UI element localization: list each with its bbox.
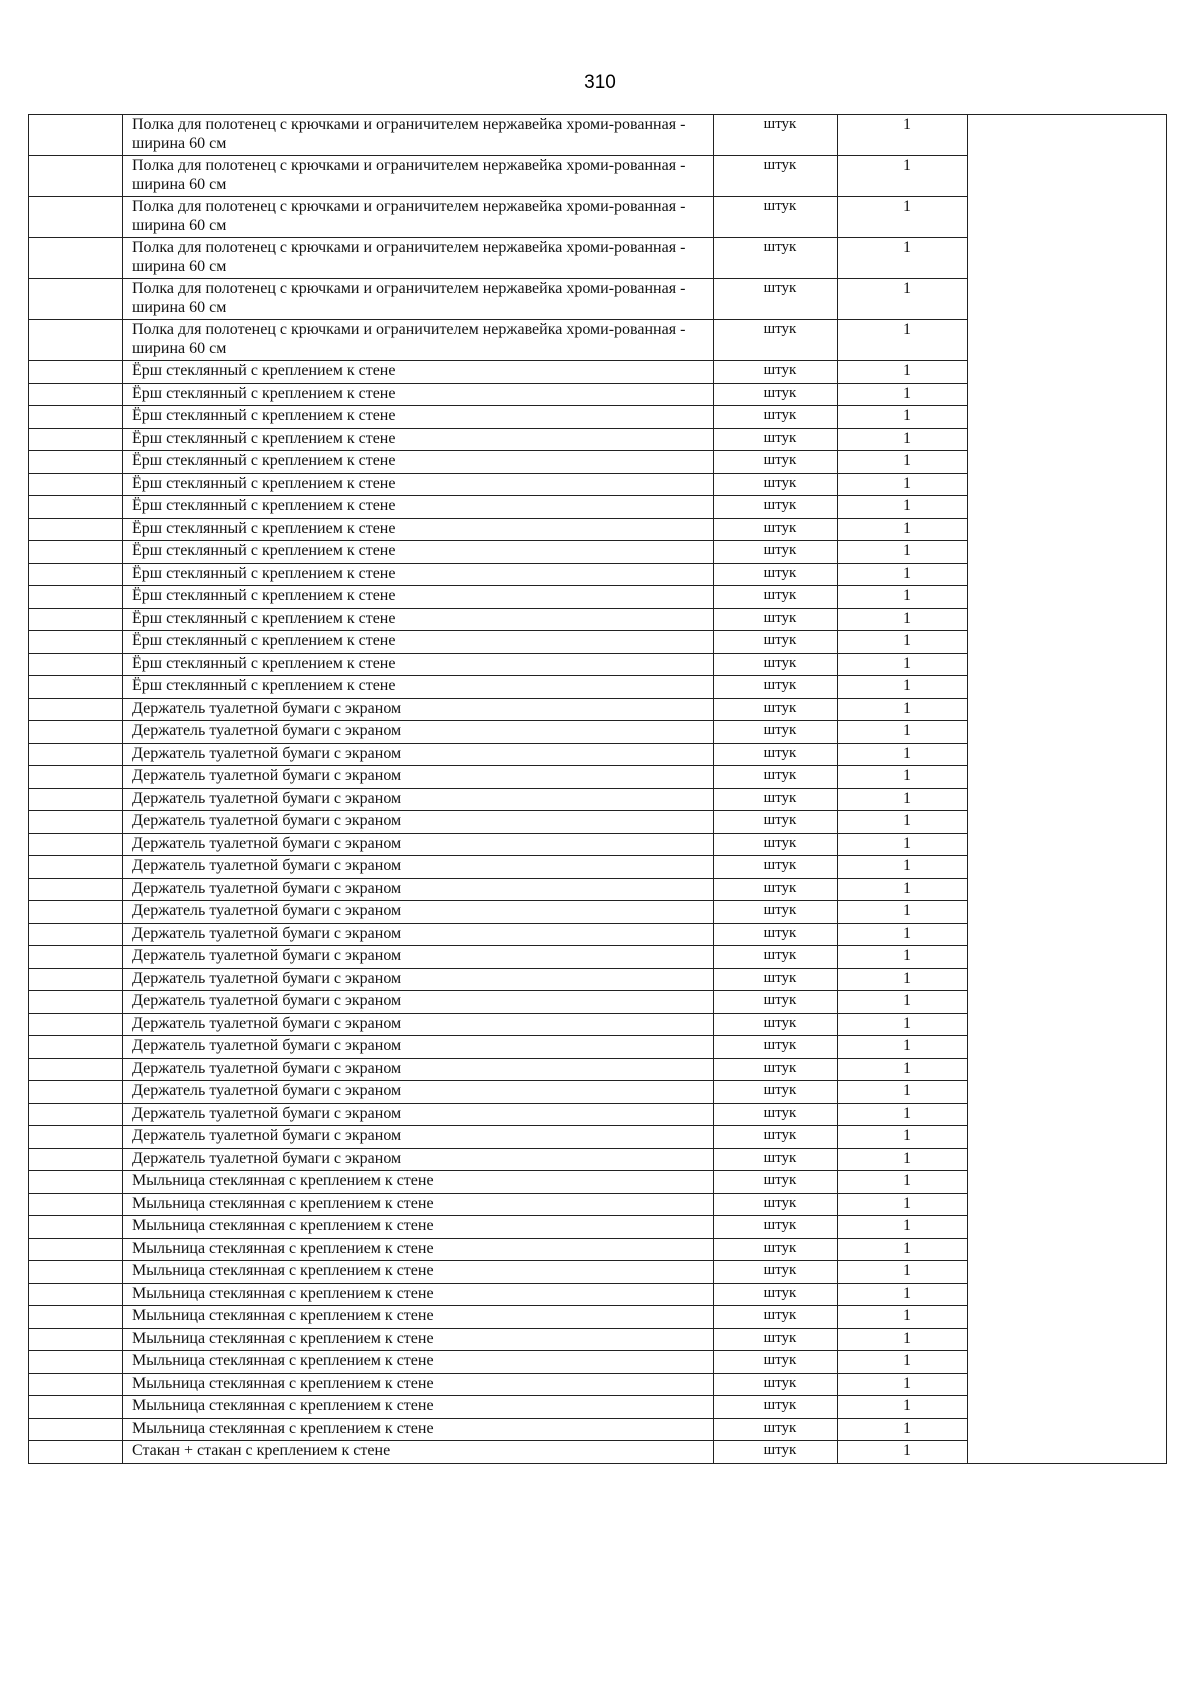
item-name-cell: Ёрш стеклянный с креплением к стене: [123, 518, 714, 541]
row-number-cell: [29, 743, 123, 766]
unit-cell: штук: [714, 197, 838, 238]
unit-cell: штук: [714, 496, 838, 519]
quantity-cell: 1: [838, 631, 968, 654]
row-number-cell: [29, 1126, 123, 1149]
quantity-cell: 1: [838, 1261, 968, 1284]
item-name-cell: Ёрш стеклянный с креплением к стене: [123, 631, 714, 654]
quantity-cell: 1: [838, 406, 968, 429]
row-number-cell: [29, 586, 123, 609]
row-number-cell: [29, 1418, 123, 1441]
quantity-cell: 1: [838, 1126, 968, 1149]
unit-cell: штук: [714, 1171, 838, 1194]
item-name-cell: Держатель туалетной бумаги с экраном: [123, 901, 714, 924]
item-name-cell: Ёрш стеклянный с креплением к стене: [123, 428, 714, 451]
unit-cell: штук: [714, 279, 838, 320]
quantity-cell: 1: [838, 721, 968, 744]
item-name-cell: Мыльница стеклянная с креплением к стене: [123, 1216, 714, 1239]
item-name-cell: Полка для полотенец с крючками и ограничителем нержавейка хроми-рованная - ширина 60 см: [123, 197, 714, 238]
row-number-cell: [29, 451, 123, 474]
quantity-cell: 1: [838, 451, 968, 474]
quantity-cell: 1: [838, 361, 968, 384]
row-number-cell: [29, 238, 123, 279]
unit-cell: штук: [714, 1081, 838, 1104]
item-name-cell: Мыльница стеклянная с креплением к стене: [123, 1261, 714, 1284]
item-name-cell: Ёрш стеклянный с креплением к стене: [123, 563, 714, 586]
row-number-cell: [29, 1351, 123, 1374]
row-number-cell: [29, 1396, 123, 1419]
row-number-cell: [29, 428, 123, 451]
quantity-cell: 1: [838, 608, 968, 631]
row-number-cell: [29, 811, 123, 834]
unit-cell: штук: [714, 115, 838, 156]
row-number-cell: [29, 1238, 123, 1261]
unit-cell: штук: [714, 1036, 838, 1059]
quantity-cell: 1: [838, 833, 968, 856]
page-number: 310: [584, 72, 616, 93]
row-number-cell: [29, 878, 123, 901]
quantity-cell: 1: [838, 473, 968, 496]
quantity-cell: 1: [838, 878, 968, 901]
row-number-cell: [29, 1036, 123, 1059]
unit-cell: штук: [714, 1328, 838, 1351]
unit-cell: штук: [714, 608, 838, 631]
row-number-cell: [29, 1441, 123, 1464]
unit-cell: штук: [714, 156, 838, 197]
quantity-cell: 1: [838, 1103, 968, 1126]
quantity-cell: 1: [838, 1396, 968, 1419]
item-name-cell: Мыльница стеклянная с креплением к стене: [123, 1306, 714, 1329]
quantity-cell: 1: [838, 766, 968, 789]
unit-cell: штук: [714, 946, 838, 969]
item-name-cell: Держатель туалетной бумаги с экраном: [123, 1103, 714, 1126]
row-number-cell: [29, 115, 123, 156]
unit-cell: штук: [714, 383, 838, 406]
unit-cell: штук: [714, 541, 838, 564]
quantity-cell: 1: [838, 1373, 968, 1396]
item-name-cell: Ёрш стеклянный с креплением к стене: [123, 383, 714, 406]
item-name-cell: Ёрш стеклянный с креплением к стене: [123, 451, 714, 474]
unit-cell: штук: [714, 1058, 838, 1081]
item-name-cell: Держатель туалетной бумаги с экраном: [123, 811, 714, 834]
unit-cell: штук: [714, 788, 838, 811]
unit-cell: штук: [714, 473, 838, 496]
row-number-cell: [29, 1013, 123, 1036]
quantity-cell: 1: [838, 653, 968, 676]
item-name-cell: Ёрш стеклянный с креплением к стене: [123, 361, 714, 384]
item-name-cell: Держатель туалетной бумаги с экраном: [123, 721, 714, 744]
quantity-cell: 1: [838, 1013, 968, 1036]
row-number-cell: [29, 1328, 123, 1351]
quantity-cell: 1: [838, 496, 968, 519]
unit-cell: штук: [714, 878, 838, 901]
item-name-cell: Мыльница стеклянная с креплением к стене: [123, 1418, 714, 1441]
unit-cell: штук: [714, 238, 838, 279]
row-number-cell: [29, 856, 123, 879]
row-number-cell: [29, 563, 123, 586]
row-number-cell: [29, 631, 123, 654]
item-name-cell: Держатель туалетной бумаги с экраном: [123, 833, 714, 856]
row-number-cell: [29, 518, 123, 541]
quantity-cell: 1: [838, 383, 968, 406]
item-name-cell: Мыльница стеклянная с креплением к стене: [123, 1283, 714, 1306]
quantity-cell: 1: [838, 743, 968, 766]
item-name-cell: Полка для полотенец с крючками и ограничителем нержавейка хроми-рованная - ширина 60 см: [123, 279, 714, 320]
unit-cell: штук: [714, 968, 838, 991]
unit-cell: штук: [714, 901, 838, 924]
quantity-cell: 1: [838, 541, 968, 564]
item-name-cell: Мыльница стеклянная с креплением к стене: [123, 1373, 714, 1396]
row-number-cell: [29, 197, 123, 238]
quantity-cell: 1: [838, 946, 968, 969]
item-name-cell: Мыльница стеклянная с креплением к стене: [123, 1351, 714, 1374]
table-row: [29, 115, 1167, 156]
quantity-cell: 1: [838, 238, 968, 279]
row-number-cell: [29, 1306, 123, 1329]
item-name-cell: Держатель туалетной бумаги с экраном: [123, 856, 714, 879]
unit-cell: штук: [714, 586, 838, 609]
quantity-cell: 1: [838, 1328, 968, 1351]
row-number-cell: [29, 833, 123, 856]
quantity-cell: 1: [838, 1441, 968, 1464]
row-number-cell: [29, 383, 123, 406]
row-number-cell: [29, 1103, 123, 1126]
row-number-cell: [29, 541, 123, 564]
row-number-cell: [29, 698, 123, 721]
item-name-cell: Держатель туалетной бумаги с экраном: [123, 968, 714, 991]
row-number-cell: [29, 653, 123, 676]
quantity-cell: 1: [838, 811, 968, 834]
row-number-cell: [29, 968, 123, 991]
unit-cell: штук: [714, 451, 838, 474]
quantity-cell: 1: [838, 991, 968, 1014]
quantity-cell: 1: [838, 1418, 968, 1441]
quantity-cell: 1: [838, 698, 968, 721]
quantity-cell: 1: [838, 586, 968, 609]
quantity-cell: 1: [838, 856, 968, 879]
items-table: [28, 114, 1167, 1464]
unit-cell: штук: [714, 563, 838, 586]
row-number-cell: [29, 1058, 123, 1081]
item-name-cell: Стакан + стакан с креплением к стене: [123, 1441, 714, 1464]
quantity-cell: 1: [838, 1081, 968, 1104]
unit-cell: штук: [714, 721, 838, 744]
item-name-cell: Держатель туалетной бумаги с экраном: [123, 1036, 714, 1059]
item-name-cell: Мыльница стеклянная с креплением к стене: [123, 1171, 714, 1194]
quantity-cell: 1: [838, 1148, 968, 1171]
unit-cell: штук: [714, 1238, 838, 1261]
unit-cell: штук: [714, 1126, 838, 1149]
row-number-cell: [29, 676, 123, 699]
quantity-cell: 1: [838, 197, 968, 238]
row-number-cell: [29, 279, 123, 320]
unit-cell: штук: [714, 811, 838, 834]
unit-cell: штук: [714, 428, 838, 451]
row-number-cell: [29, 1171, 123, 1194]
row-number-cell: [29, 1081, 123, 1104]
item-name-cell: Держатель туалетной бумаги с экраном: [123, 1058, 714, 1081]
unit-cell: штук: [714, 361, 838, 384]
row-number-cell: [29, 361, 123, 384]
row-number-cell: [29, 923, 123, 946]
unit-cell: штук: [714, 1396, 838, 1419]
item-name-cell: Держатель туалетной бумаги с экраном: [123, 743, 714, 766]
row-number-cell: [29, 608, 123, 631]
unit-cell: штук: [714, 1441, 838, 1464]
item-name-cell: Ёрш стеклянный с креплением к стене: [123, 586, 714, 609]
quantity-cell: 1: [838, 676, 968, 699]
row-number-cell: [29, 721, 123, 744]
row-number-cell: [29, 1216, 123, 1239]
item-name-cell: Полка для полотенец с крючками и ограничителем нержавейка хроми-рованная - ширина 60 см: [123, 320, 714, 361]
quantity-cell: 1: [838, 1171, 968, 1194]
quantity-cell: 1: [838, 1351, 968, 1374]
unit-cell: штук: [714, 833, 838, 856]
item-name-cell: Мыльница стеклянная с креплением к стене: [123, 1396, 714, 1419]
quantity-cell: 1: [838, 968, 968, 991]
item-name-cell: Держатель туалетной бумаги с экраном: [123, 923, 714, 946]
row-number-cell: [29, 946, 123, 969]
item-name-cell: Держатель туалетной бумаги с экраном: [123, 1013, 714, 1036]
unit-cell: штук: [714, 1373, 838, 1396]
row-number-cell: [29, 991, 123, 1014]
quantity-cell: 1: [838, 563, 968, 586]
quantity-cell: 1: [838, 1193, 968, 1216]
row-number-cell: [29, 156, 123, 197]
unit-cell: штук: [714, 1193, 838, 1216]
unit-cell: штук: [714, 766, 838, 789]
quantity-cell: 1: [838, 156, 968, 197]
item-name-cell: Полка для полотенец с крючками и ограничителем нержавейка хроми-рованная - ширина 60 см: [123, 156, 714, 197]
item-name-cell: Ёрш стеклянный с креплением к стене: [123, 608, 714, 631]
row-number-cell: [29, 320, 123, 361]
item-name-cell: Ёрш стеклянный с креплением к стене: [123, 406, 714, 429]
quantity-cell: 1: [838, 428, 968, 451]
quantity-cell: 1: [838, 1216, 968, 1239]
quantity-cell: 1: [838, 1036, 968, 1059]
quantity-cell: 1: [838, 1238, 968, 1261]
item-name-cell: Ёрш стеклянный с креплением к стене: [123, 676, 714, 699]
row-number-cell: [29, 496, 123, 519]
note-cell: [968, 115, 1167, 1464]
unit-cell: штук: [714, 1261, 838, 1284]
row-number-cell: [29, 473, 123, 496]
items-table-body: [29, 115, 1167, 1464]
item-name-cell: Полка для полотенец с крючками и ограничителем нержавейка хроми-рованная - ширина 60 см: [123, 115, 714, 156]
item-name-cell: Полка для полотенец с крючками и ограничителем нержавейка хроми-рованная - ширина 60 см: [123, 238, 714, 279]
quantity-cell: 1: [838, 1306, 968, 1329]
quantity-cell: 1: [838, 518, 968, 541]
unit-cell: штук: [714, 1148, 838, 1171]
item-name-cell: Держатель туалетной бумаги с экраном: [123, 878, 714, 901]
item-name-cell: Ёрш стеклянный с креплением к стене: [123, 653, 714, 676]
row-number-cell: [29, 766, 123, 789]
row-number-cell: [29, 788, 123, 811]
unit-cell: штук: [714, 1418, 838, 1441]
row-number-cell: [29, 901, 123, 924]
quantity-cell: 1: [838, 1283, 968, 1306]
quantity-cell: 1: [838, 923, 968, 946]
unit-cell: штук: [714, 1216, 838, 1239]
quantity-cell: 1: [838, 279, 968, 320]
unit-cell: штук: [714, 1306, 838, 1329]
item-name-cell: Мыльница стеклянная с креплением к стене: [123, 1238, 714, 1261]
unit-cell: штук: [714, 653, 838, 676]
unit-cell: штук: [714, 856, 838, 879]
unit-cell: штук: [714, 406, 838, 429]
unit-cell: штук: [714, 631, 838, 654]
unit-cell: штук: [714, 1103, 838, 1126]
row-number-cell: [29, 1193, 123, 1216]
row-number-cell: [29, 1373, 123, 1396]
item-name-cell: Мыльница стеклянная с креплением к стене: [123, 1328, 714, 1351]
unit-cell: штук: [714, 743, 838, 766]
item-name-cell: Держатель туалетной бумаги с экраном: [123, 788, 714, 811]
unit-cell: штук: [714, 320, 838, 361]
unit-cell: штук: [714, 698, 838, 721]
quantity-cell: 1: [838, 320, 968, 361]
quantity-cell: 1: [838, 788, 968, 811]
quantity-cell: 1: [838, 1058, 968, 1081]
unit-cell: штук: [714, 518, 838, 541]
quantity-cell: 1: [838, 901, 968, 924]
item-name-cell: Держатель туалетной бумаги с экраном: [123, 1081, 714, 1104]
item-name-cell: Ёрш стеклянный с креплением к стене: [123, 541, 714, 564]
unit-cell: штук: [714, 991, 838, 1014]
item-name-cell: Держатель туалетной бумаги с экраном: [123, 991, 714, 1014]
item-name-cell: Держатель туалетной бумаги с экраном: [123, 698, 714, 721]
item-name-cell: Ёрш стеклянный с креплением к стене: [123, 496, 714, 519]
item-name-cell: Держатель туалетной бумаги с экраном: [123, 766, 714, 789]
item-name-cell: Держатель туалетной бумаги с экраном: [123, 1126, 714, 1149]
unit-cell: штук: [714, 1351, 838, 1374]
row-number-cell: [29, 406, 123, 429]
unit-cell: штук: [714, 1283, 838, 1306]
unit-cell: штук: [714, 676, 838, 699]
unit-cell: штук: [714, 1013, 838, 1036]
row-number-cell: [29, 1283, 123, 1306]
item-name-cell: Держатель туалетной бумаги с экраном: [123, 946, 714, 969]
item-name-cell: Мыльница стеклянная с креплением к стене: [123, 1193, 714, 1216]
row-number-cell: [29, 1148, 123, 1171]
item-name-cell: Ёрш стеклянный с креплением к стене: [123, 473, 714, 496]
row-number-cell: [29, 1261, 123, 1284]
unit-cell: штук: [714, 923, 838, 946]
quantity-cell: 1: [838, 115, 968, 156]
item-name-cell: Держатель туалетной бумаги с экраном: [123, 1148, 714, 1171]
